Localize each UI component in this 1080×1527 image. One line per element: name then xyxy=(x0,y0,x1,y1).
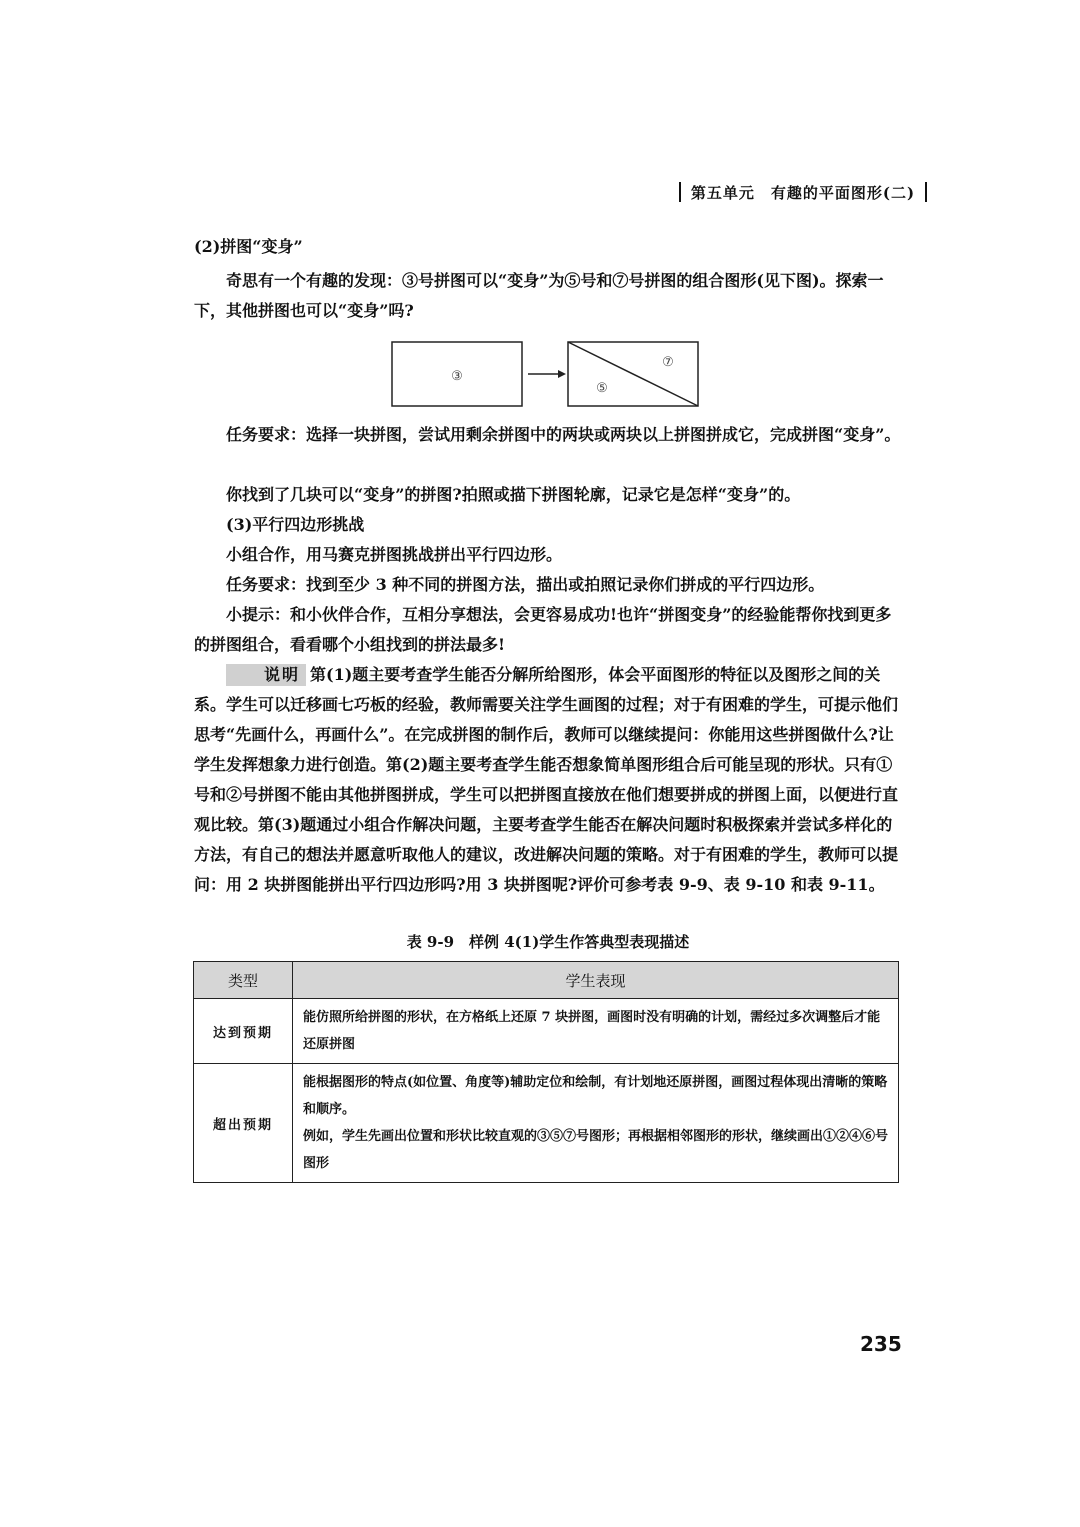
table-header-row xyxy=(194,962,899,999)
row-type: 超出预期 xyxy=(194,1064,293,1183)
note-label: 说明 xyxy=(226,664,306,686)
header-type: 类型 xyxy=(194,962,293,999)
note-paragraph xyxy=(194,660,902,900)
piece-7-label: ⑦ xyxy=(662,355,674,370)
section2-heading: (2)拼图“变身” xyxy=(194,237,303,256)
header-title: 有趣的平面图形(二) xyxy=(770,183,916,202)
header-divider-left xyxy=(679,182,681,202)
note-text: 第(1)题主要考查学生能否分解所给图形，体会平面图形的特征以及图形之间的关系。学生可以迁移画七巧板的经验，教师需要关注学生画图的过程；对于有困难的学生，可提示他们思考“先画什么，再画什么”。在完成拼图的制作后，教师可以继续提问：你能用这些拼图做什么?让学生发挥想象力进行创造。第(2)题主要考查学生能否想象简单图形组合后可能呈现的形状。只有①号和②号拼图不能由其他拼图拼成，学生可以把拼图直接放在他们想要拼成的拼图上面，以便进行直观比较。第(3)题通过小组合作解决问题，主要考查学生能否在解决问题时积极探索并尝试多样化的方法，有自己的想法并愿意听取他人的建议，改进解决问题的策略。对于有困难的学生，教师可以提问：用 2 块拼图能拼出平行四边形吗?用 3 块拼图呢?评价可参考表 9-9、表 9-10 和表 9-11。 xyxy=(194,665,899,894)
header-unit: 第五单元 xyxy=(690,183,755,202)
section3-intro: 小组合作，用马赛克拼图挑战拼出平行四边形。 xyxy=(226,545,563,564)
evaluation-table xyxy=(193,961,899,1183)
header-divider-right xyxy=(925,182,927,202)
section3-task: 任务要求：找到至少 3 种不同的拼图方法，描出或拍照记录你们拼成的平行四边形。 xyxy=(226,575,825,594)
arrow-icon xyxy=(558,370,566,378)
table-row xyxy=(194,1064,899,1183)
piece-3-label: ③ xyxy=(451,369,463,384)
section3-heading: (3)平行四边形挑战 xyxy=(226,515,365,534)
piece-5-label: ⑤ xyxy=(596,381,608,396)
section2-question: 你找到了几块可以“变身”的拼图?拍照或描下拼图轮廓，记录它是怎样“变身”的。 xyxy=(226,485,801,504)
description-line: 例如，学生先画出位置和形状比较直观的③⑤⑦号图形；再根据相邻图形的形状，继续画出①②④⑥号图形 xyxy=(303,1129,889,1171)
section2-task: 任务要求：选择一块拼图，尝试用剩余拼图中的两块或两块以上拼图拼成它，完成拼图“变身”。 xyxy=(226,425,901,444)
diagonal-line xyxy=(568,342,698,406)
running-header xyxy=(668,178,938,206)
table-row xyxy=(194,999,899,1064)
transform-figure xyxy=(386,340,706,410)
table-caption: 表 9-9 样例 4(1)学生作答典型表现描述 xyxy=(406,933,690,951)
row-type: 达到预期 xyxy=(194,999,293,1064)
header-performance: 学生表现 xyxy=(293,962,899,999)
section2-intro: 奇思有一个有趣的发现：③号拼图可以“变身”为⑤号和⑦号拼图的组合图形(见下图)。探索一下，其他拼图也可以“变身”吗? xyxy=(194,271,884,320)
description-line: 能仿照所给拼图的形状，在方格纸上还原 7 块拼图，画图时没有明确的计划，需经过多次调整后才能还原拼图 xyxy=(303,1010,881,1052)
row-description xyxy=(293,999,899,1064)
section3-tip: 小提示：和小伙伴合作，互相分享想法，会更容易成功!也许“拼图变身”的经验能帮你找到更多的拼图组合，看看哪个小组找到的拼法最多! xyxy=(194,605,892,654)
page-number: 235 xyxy=(860,1332,902,1356)
description-line: 能根据图形的特点(如位置、角度等)辅助定位和绘制，有计划地还原拼图，画图过程体现出清晰的策略和顺序。 xyxy=(303,1075,888,1117)
row-description xyxy=(293,1064,899,1183)
